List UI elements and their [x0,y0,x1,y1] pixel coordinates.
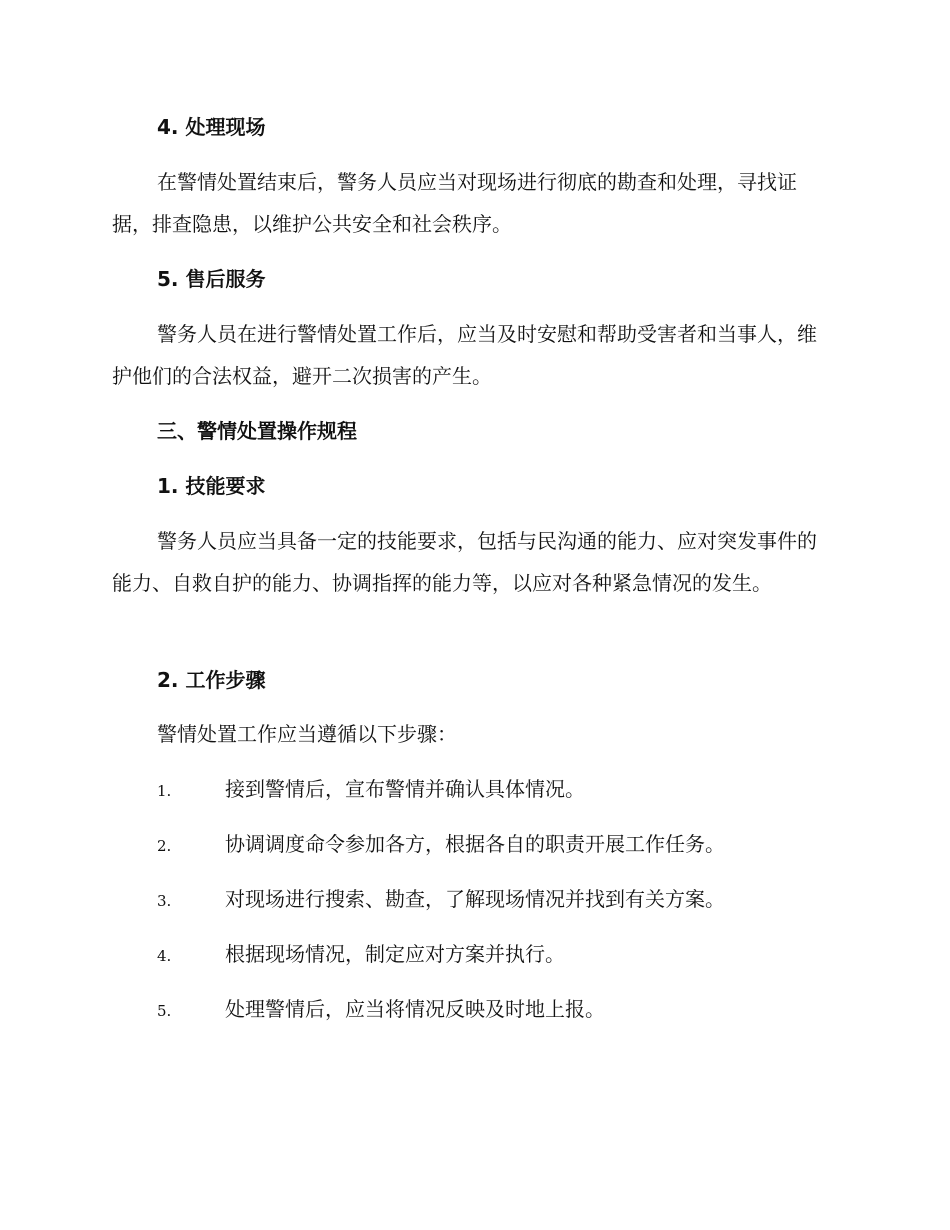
paragraph-work-steps-intro: 警情处置工作应当遵循以下步骤： [157,722,457,746]
list-item-number: 5. [157,1002,172,1020]
section-heading-after-service: 5. 售后服务 [157,267,266,291]
paragraph-after-service: 警务人员在进行警情处置工作后，应当及时安慰和帮助受害者和当事人，维护他们的合法权益，避开二次损害的产生。 [112,322,817,388]
section-heading-work-steps: 2. 工作步骤 [157,668,266,692]
list-item-number: 3. [157,892,172,910]
list-item-text: 处理警情后，应当将情况反映及时地上报。 [225,997,605,1021]
chapter-heading-procedures: 三、警情处置操作规程 [157,419,357,443]
list-item-text: 协调调度命令参加各方，根据各自的职责开展工作任务。 [225,832,725,856]
paragraph-skills: 警务人员应当具备一定的技能要求，包括与民沟通的能力、应对突发事件的能力、自救自护的能力、协调指挥的能力等，以应对各种紧急情况的发生。 [112,529,817,595]
list-item-text: 接到警情后，宣布警情并确认具体情况。 [225,777,585,801]
list-item-number: 2. [157,837,172,855]
list-item-number: 4. [157,947,172,965]
list-item-number: 1. [157,782,172,800]
section-heading-skills: 1. 技能要求 [157,474,266,498]
section-heading-handle-scene: 4. 处理现场 [157,115,266,139]
paragraph-handle-scene: 在警情处置结束后，警务人员应当对现场进行彻底的勘查和处理，寻找证据，排查隐患，以维护公共安全和社会秩序。 [112,170,797,236]
list-item-text: 根据现场情况，制定应对方案并执行。 [225,942,565,966]
list-item-text: 对现场进行搜索、勘查，了解现场情况并找到有关方案。 [225,887,725,911]
